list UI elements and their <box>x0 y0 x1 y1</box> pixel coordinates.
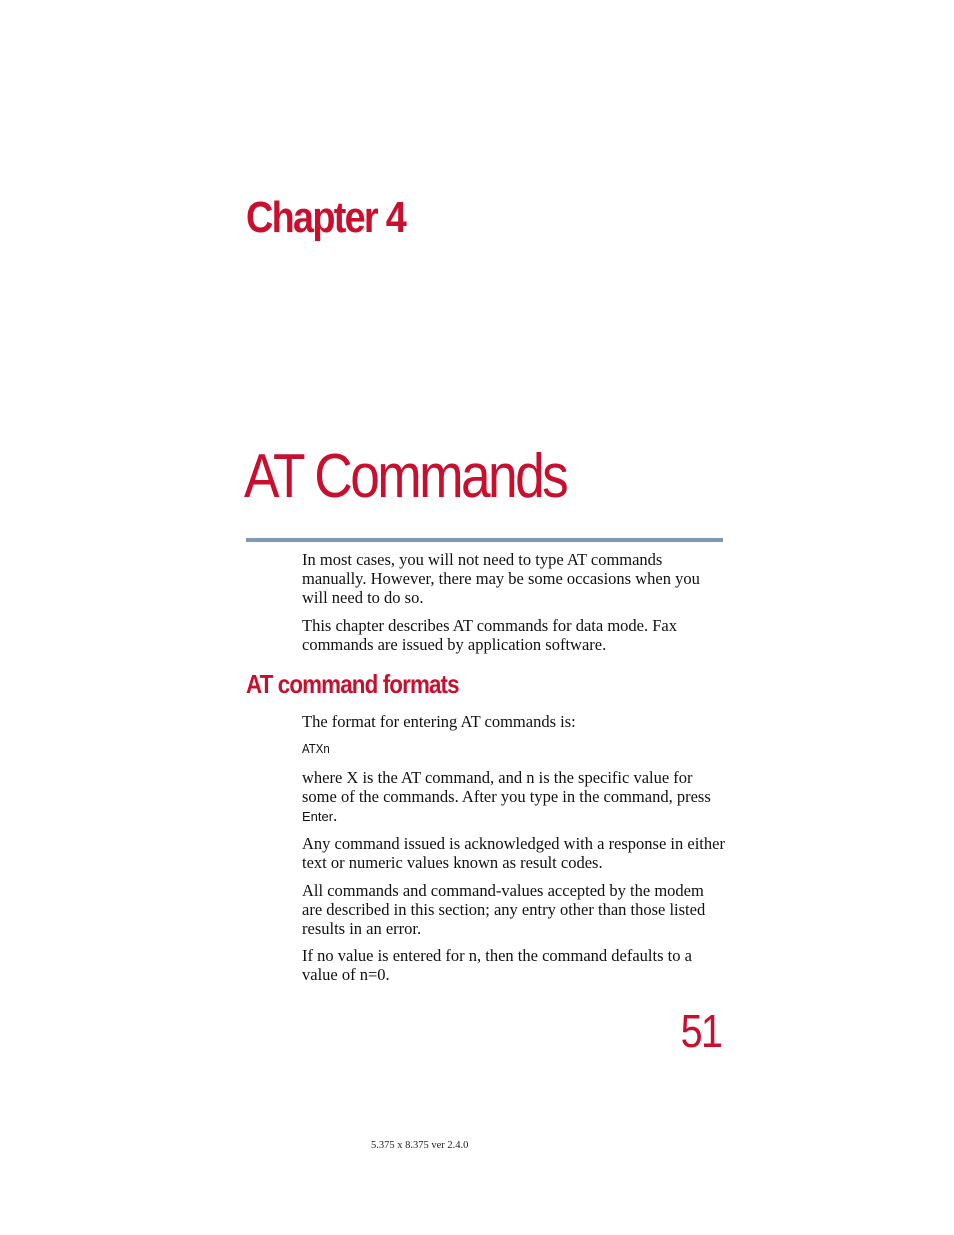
title-divider <box>246 538 723 542</box>
where-text: where X is the AT command, and n is the specific value for some of the commands. After you type in the command, press <box>302 768 711 806</box>
command-syntax: ATXn <box>302 741 330 756</box>
footer-version: 5.375 x 8.375 ver 2.4.0 <box>371 1140 469 1151</box>
intro-paragraph-2: This chapter describes AT commands for data mode. Fax commands are issued by application software. <box>302 616 677 654</box>
response-paragraph: Any command issued is acknowledged with a response in either text or numeric values known as result codes. <box>302 834 725 872</box>
format-intro: The format for entering AT commands is: <box>302 712 576 731</box>
enter-key: Enter <box>302 809 334 824</box>
accepted-paragraph: All commands and command-values accepted by the modem are described in this section; any entry other than those listed results in an error. <box>302 881 706 938</box>
page-number: 51 <box>680 1005 721 1057</box>
default-paragraph: If no value is entered for n, then the command defaults to a value of n=0. <box>302 946 692 984</box>
intro-paragraph-1: In most cases, you will not need to type AT commands manually. However, there may be some occasions when you will need to do so. <box>302 550 700 607</box>
chapter-label: Chapter 4 <box>246 193 406 242</box>
section-heading: AT command formats <box>246 669 459 699</box>
where-paragraph <box>302 768 727 826</box>
chapter-title: AT Commands <box>244 442 567 511</box>
where-end: . <box>333 806 338 825</box>
